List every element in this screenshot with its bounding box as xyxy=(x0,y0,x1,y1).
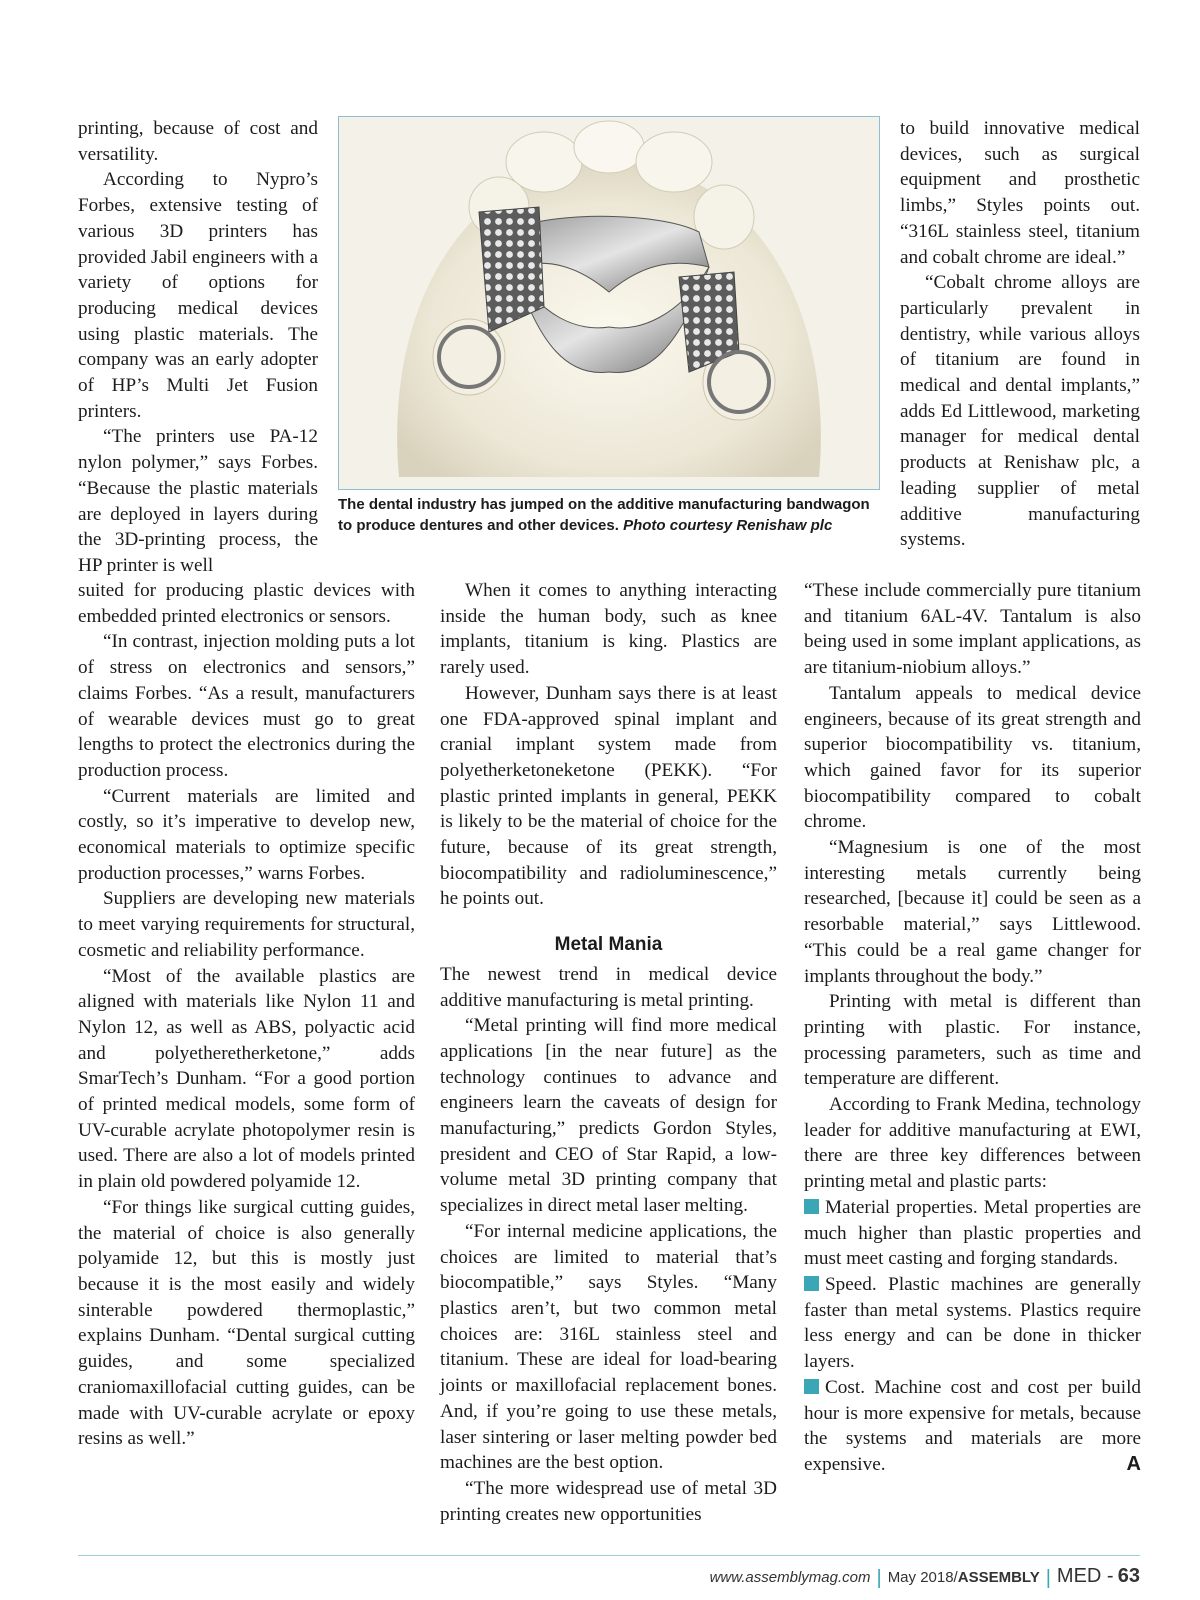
paragraph: According to Nypro’s Forbes, extensive testing of various 3D printers has provided Jabil engineers with a variety of options for producing medical devices using plastic materials. The company was an early adopter of HP’s Multi Jet Fusion printers. xyxy=(78,169,318,422)
photo-caption xyxy=(338,494,878,536)
paragraph: “Cobalt chrome alloys are particularly prevalent in dentistry, while various alloys of titanium are found in medical and dental implants,” adds Ed Littlewood, marketing manager for medical dental products at Renishaw plc, a leading supplier of metal additive manufacturing systems. xyxy=(900,272,1140,551)
paragraph: “The printers use PA-12 nylon polymer,” says Forbes. “Because the plastic materials are deployed in layers during the 3D-printing process, the HP printer is well xyxy=(78,426,318,576)
paragraph: According to Frank Medina, technology leader for additive manufacturing at EWI, there are three key differences between printing metal and plastic parts: xyxy=(804,1094,1141,1193)
page-number: 63 xyxy=(1117,1565,1140,1587)
denture-illustration xyxy=(339,117,879,489)
paragraph: “Current materials are limited and costly, so it’s imperative to develop new, economical materials to optimize specific production processes,” warns Forbes. xyxy=(78,785,415,884)
paragraph: The newest trend in medical device additive manufacturing is metal printing. xyxy=(440,963,777,1011)
page-footer xyxy=(710,1565,1140,1590)
bullet-item xyxy=(804,1272,1141,1375)
footer-separator: | xyxy=(1045,1567,1051,1589)
paragraph: “In contrast, injection molding puts a lot of stress on electronics and sensors,” claims Forbes. “As a result, manufacturers of wearable devices must go to great lengths to protect the electronics during the production process. xyxy=(78,631,415,781)
paragraph: “Metal printing will find more medical applications [in the near future] as the technology continues to advance and engineers learn the caveats of design for manufacturing,” predicts Gordon Styles, president and CEO of Star Rapid, a low-volume metal 3D printing company that specializes in direct metal laser melting. xyxy=(440,1015,777,1217)
footer-rule xyxy=(78,1555,1140,1556)
footer-section: MED - xyxy=(1056,1565,1114,1587)
paragraph: printing, because of cost and versatility. xyxy=(78,118,318,165)
paragraph: “These include commercially pure titanium and titanium 6AL-4V. Tantalum is also being used in some implant applications, as are titanium-niobium alloys.” xyxy=(804,580,1141,679)
bullet-text: Material properties. Metal properties are much higher than plastic properties and must meet casting and forging standards. xyxy=(804,1196,1141,1270)
photo-credit: Photo courtesy Renishaw plc xyxy=(623,517,833,534)
footer-issue: May 2018/ xyxy=(887,1569,958,1586)
column-2 xyxy=(440,578,777,1527)
bullet-square-icon xyxy=(804,1276,819,1291)
footer-magazine: ASSEMBLY xyxy=(957,1569,1040,1586)
paragraph: suited for producing plastic devices with embedded printed electronics or sensors. xyxy=(78,580,415,627)
column-1-top xyxy=(78,116,318,579)
bullet-square-icon xyxy=(804,1379,819,1394)
bullet-text: Speed. Plastic machines are generally faster than metal systems. Plastics require less energy and can be done in thicker layers. xyxy=(804,1273,1141,1373)
column-3-top xyxy=(900,116,1140,553)
dental-photo xyxy=(338,116,880,490)
paragraph: “For internal medicine applications, the choices are limited to material that’s biocompatible,” says Styles. “Many plastics aren’t, but two common metal choices are: 316L stainless steel and titanium. These are ideal for load-bearing joints or maxillofacial replacement bones. And, if you’re going to use these metals, laser sintering or laser melting powder bed machines are the best option. xyxy=(440,1220,777,1474)
paragraph: When it comes to anything interacting inside the human body, such as knee implants, titanium is king. Plastics are rarely used. xyxy=(440,580,777,679)
paragraph: Printing with metal is different than printing with plastic. For instance, processing parameters, such as time and temperature are different. xyxy=(804,991,1141,1090)
paragraph: Tantalum appeals to medical device engineers, because of its great strength and superior biocompatibility vs. titanium, which gained favor for its superior biocompatibility compared to cobalt chrome. xyxy=(804,682,1141,833)
paragraph: “Most of the available plastics are aligned with materials like Nylon 11 and Nylon 12, as well as ABS, polyactic acid and polyetheretherketone,” adds SmarTech’s Dunham. “For a good portion of printed medical models, some form of UV-curable acrylate photopolymer resin is used. There are also a lot of models printed in plain old powdered polyamide 12. xyxy=(78,965,415,1193)
bullet-square-icon xyxy=(804,1199,819,1214)
paragraph: “Magnesium is one of the most interesting metals currently being researched, [because it] could be seen as a resorbable material,” says Littlewood. “This could be a real game changer for implants throughout the body.” xyxy=(804,837,1141,987)
paragraph: “For things like surgical cutting guides, the material of choice is also generally polyamide 12, but this is mostly just because it is the most easily and widely sinterable powdered thermoplastic,” explains Dunham. “Dental surgical cutting guides, and some specialized craniomaxillofacial cutting guides, can be made with UV-curable acrylate or epoxy resins as well.” xyxy=(78,1196,415,1450)
paragraph: However, Dunham says there is at least one FDA-approved spinal implant and cranial implant system made from polyetherketoneketone (PEKK). “For plastic printed implants in general, PEKK is likely to be the material of choice for the future, because of its great strength, biocompatibility and radioluminescence,” he points out. xyxy=(440,682,777,910)
bullet-item xyxy=(804,1195,1141,1272)
paragraph: “The more widespread use of metal 3D printing creates new opportunities xyxy=(440,1477,777,1525)
column-3 xyxy=(804,578,1141,1478)
section-heading: Metal Mania xyxy=(554,934,663,956)
footer-separator: | xyxy=(876,1567,882,1589)
end-mark: A xyxy=(1126,1452,1141,1475)
bullet-text: Cost. Machine cost and cost per build hour is more expensive for metals, because the systems and materials are more expensive. xyxy=(804,1376,1141,1475)
caption-text: The dental industry has jumped on the additive manufacturing bandwagon to produce dentures and other devices. xyxy=(338,496,870,534)
bullet-item xyxy=(804,1375,1141,1478)
footer-url[interactable]: www.assemblymag.com xyxy=(709,1569,871,1586)
paragraph: Suppliers are developing new materials to meet varying requirements for structural, cosmetic and reliability performance. xyxy=(78,888,415,961)
column-1 xyxy=(78,578,415,1452)
paragraph: to build innovative medical devices, such as surgical equipment and prosthetic limbs,” Styles points out. “316L stainless steel, titanium and cobalt chrome are ideal.” xyxy=(900,118,1140,268)
